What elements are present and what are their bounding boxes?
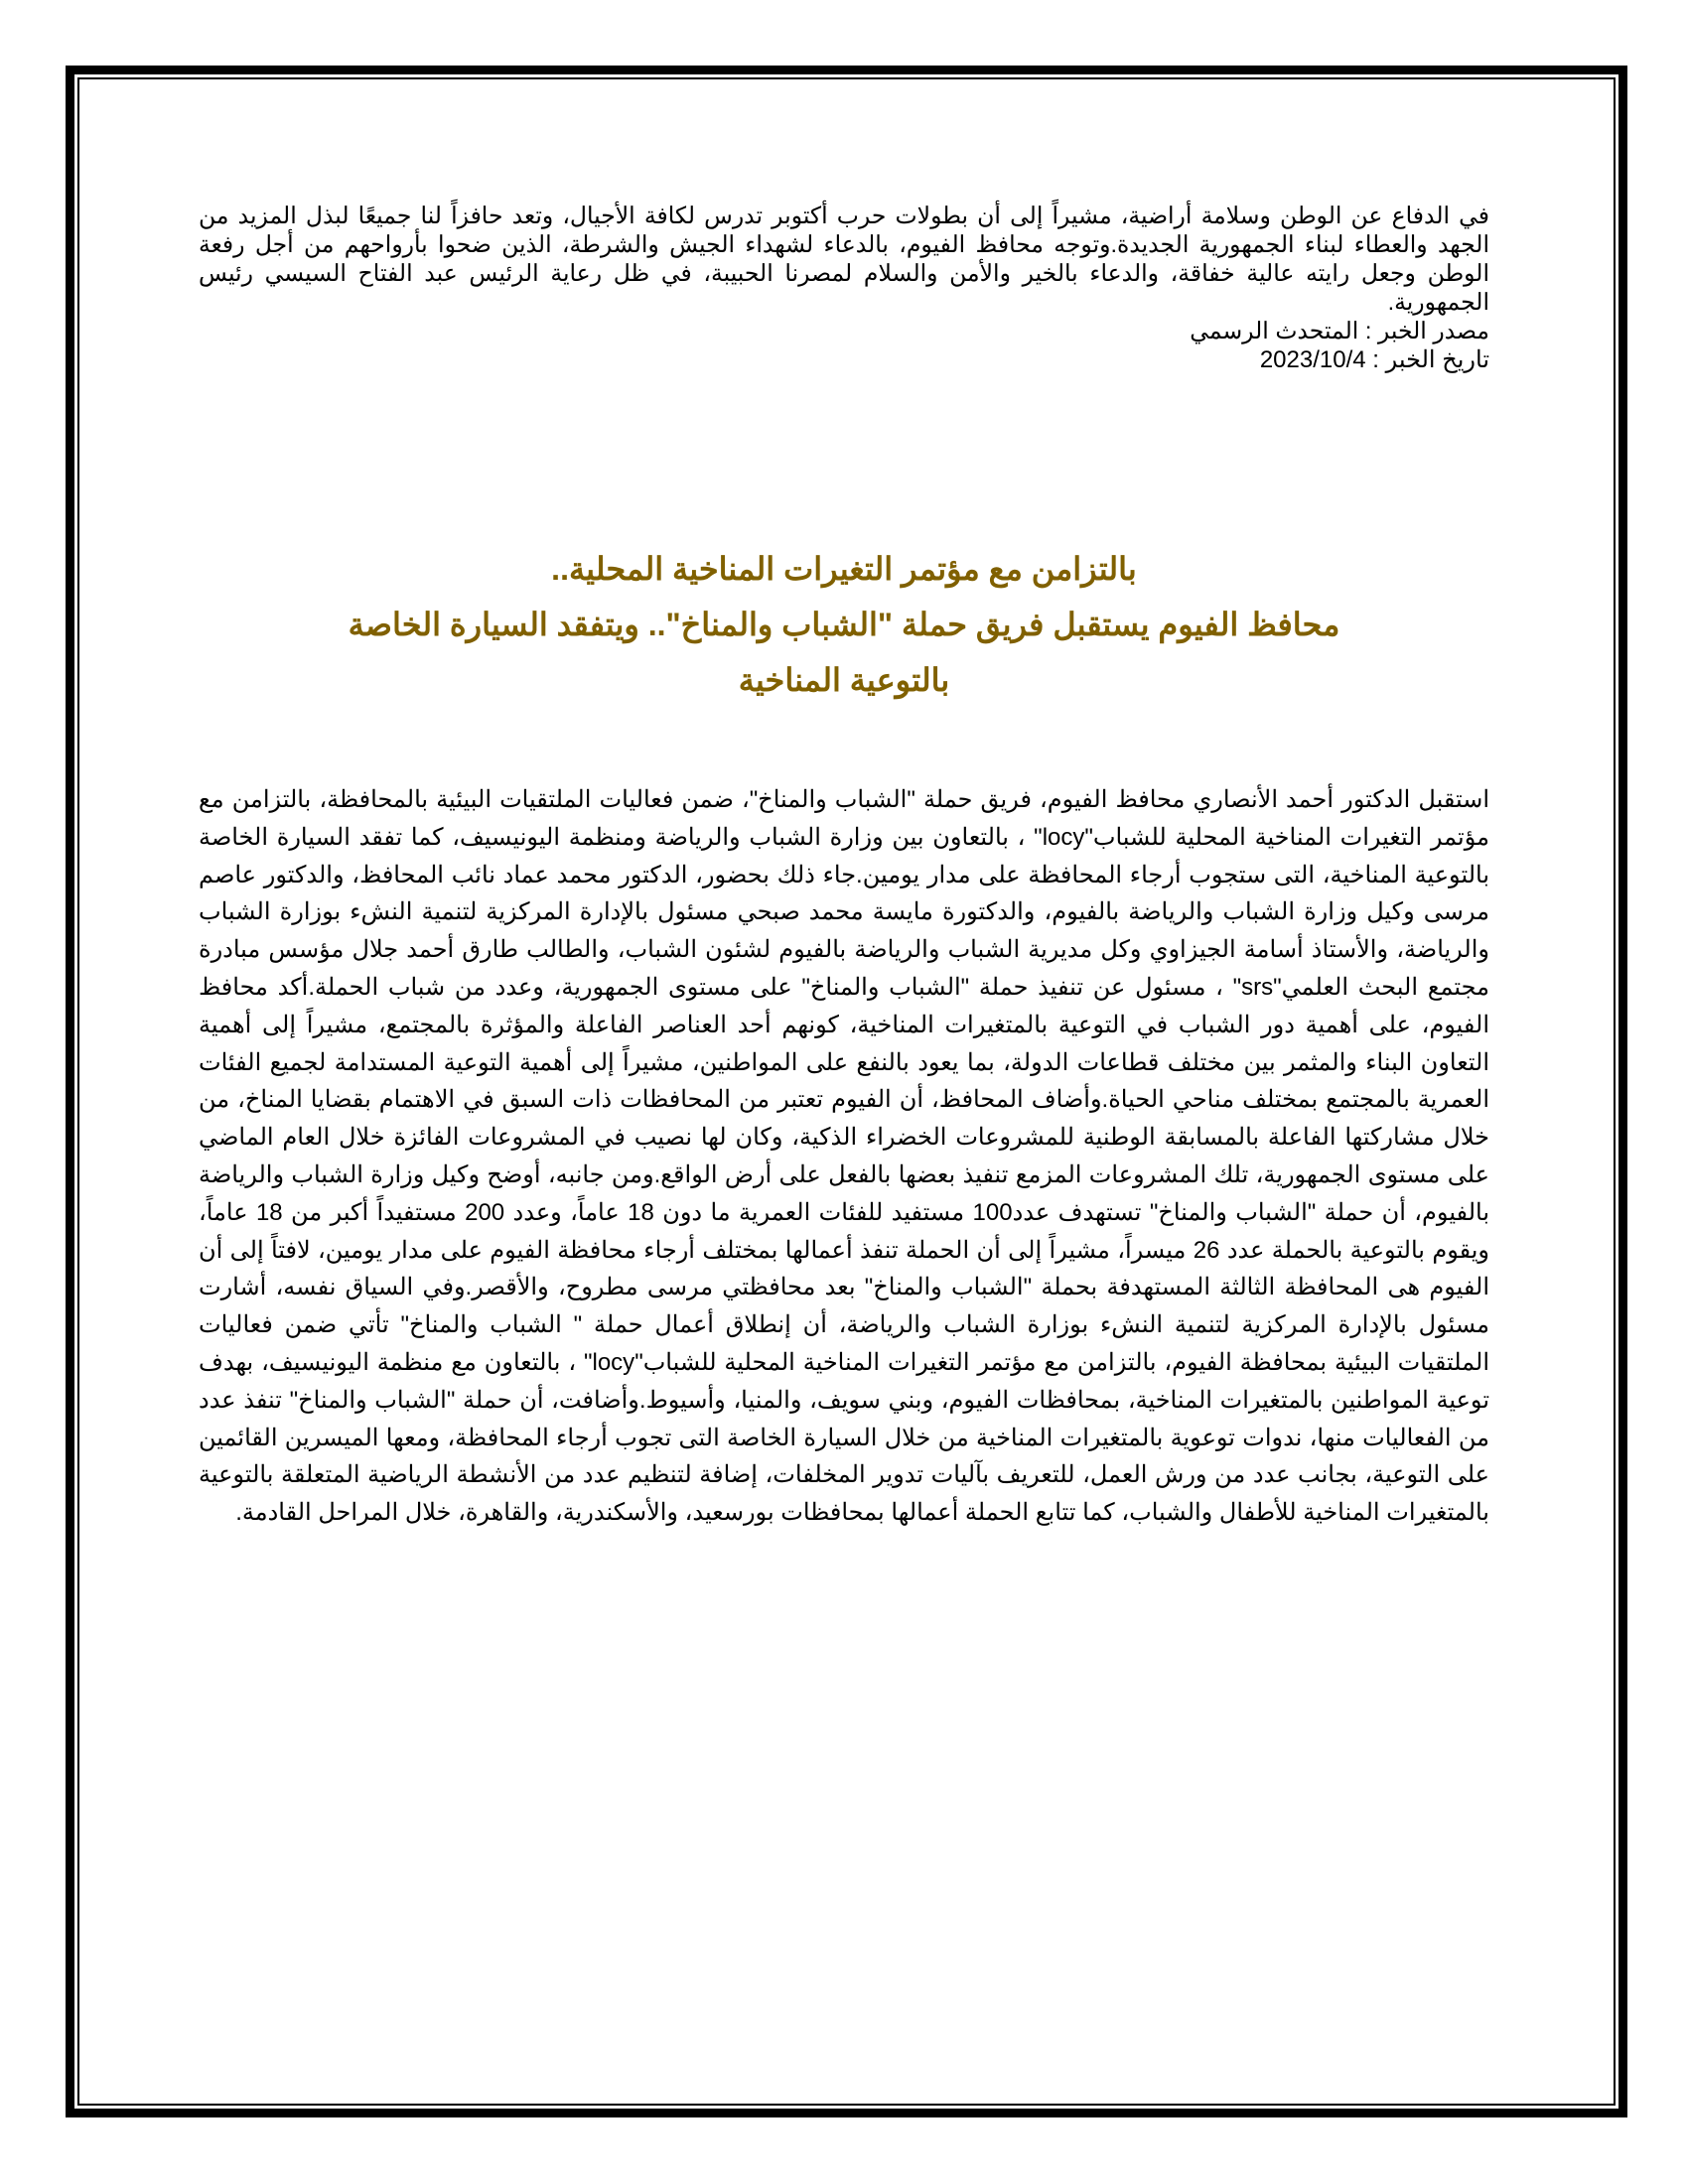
article-body: استقبل الدكتور أحمد الأنصاري محافظ الفيوم، فريق حملة "الشباب والمناخ"، ضمن فعاليات الملتقيات البيئية بالمحافظة، بالتزامن مع مؤتمر التغيرات المناخية المحلية للشباب"locy" ، بالتعاون بين وزارة الشباب والرياضة ومنظمة اليونيسيف، كما تفقد السيارة الخاصة بالتوعية المناخية، التى ستجوب أرجاء المحافظة على مدار يومين.جاء ذلك بحضور، الدكتور محمد عماد نائب المحافظ، والدكتور عاصم مرسى وكيل وزارة الشباب والرياضة بالفيوم، والدكتورة مايسة محمد صبحي مسئول بالإدارة المركزية لتنمية النشء بوزارة الشباب والرياضة، والأستاذ أسامة الجيزاوي وكل مديرية الشباب والرياضة بالفيوم لشئون الشباب، والطالب طارق أحمد جلال مؤسس مبادرة مجتمع البحث العلمي"srs" ، مسئول عن تنفيذ حملة "الشباب والمناخ" على مستوى الجمهورية، وعدد من شباب الحملة.أكد محافظ الفيوم، على أهمية دور الشباب في التوعية بالمتغيرات المناخية، كونهم أحد العناصر الفاعلة والمؤثرة بالمجتمع، مشيراً إلى أهمية التعاون البناء والمثمر بين مختلف قطاعات الدولة، بما يعود بالنفع على المواطنين، مشيراً إلى أهمية التوعية المستدامة لجميع الفئات العمرية بالمجتمع بمختلف مناحي الحياة.وأضاف المحافظ، أن الفيوم تعتبر من المحافظات ذات السبق في الاهتمام بقضايا المناخ، من خلال مشاركتها الفاعلة بالمسابقة الوطنية للمشروعات الخضراء الذكية، وكان لها نصيب في المشروعات الفائزة خلال العام الماضي على مستوى الجمهورية، تلك المشروعات المزمع تنفيذ بعضها بالفعل على أرض الواقع.ومن جانبه، أوضح وكيل وزارة الشباب والرياضة بالفيوم، أن حملة "الشباب والمناخ" تستهدف عدد100 مستفيد للفئات العمرية ما دون 18 عاماً، وعدد 200 مستفيداً أكبر من 18 عاماً، ويقوم بالتوعية بالحملة عدد 26 ميسراً، مشيراً إلى أن الحملة تنفذ أعمالها بمختلف أرجاء محافظة الفيوم على مدار يومين، لافتاً إلى أن الفيوم هى المحافظة الثالثة المستهدفة بحملة "الشباب والمناخ" بعد محافظتي مرسى مطروح، والأقصر.وفي السياق نفسه، أشارت مسئول بالإدارة المركزية لتنمية النشء بوزارة الشباب والرياضة، أن إنطلاق أعمال حملة " الشباب والمناخ" تأتي ضمن فعاليات الملتقيات البيئية بمحافظة الفيوم، بالتزامن مع مؤتمر التغيرات المناخية المحلية للشباب"locy" ، بالتعاون مع منظمة اليونيسيف، بهدف توعية المواطنين بالمتغيرات المناخية، بمحافظات الفيوم، وبني سويف، والمنيا، وأسيوط.وأضافت، أن حملة "الشباب والمناخ" تنفذ عدد من الفعاليات منها، ندوات توعوية بالمتغيرات المناخية من خلال السيارة الخاصة التى تجوب أرجاء المحافظة، ومعها الميسرين القائمين على التوعية، بجانب عدد من ورش العمل، للتعريف بآليات تدوير المخلفات، إضافة لتنظيم عدد من الأنشطة الرياضية المتعلقة بالتوعية بالمتغيرات المناخية للأطفال والشباب، كما تتابع الحملة أعمالها بمحافظات بورسعيد، والأسكندرية، والقاهرة، خلال المراحل القادمة. <box>199 786 1490 1527</box>
headline-line-3: بالتوعية المناخية <box>738 662 950 698</box>
headline-line-1: بالتزامن مع مؤتمر التغيرات المناخية المحلية.. <box>551 551 1137 587</box>
previous-article-ending <box>199 202 1489 374</box>
news-source: مصدر الخبر : المتحدث الرسمي <box>1190 318 1489 343</box>
article-headline <box>199 541 1489 708</box>
intro-paragraph: في الدفاع عن الوطن وسلامة أراضية، مشيراً إلى أن بطولات حرب أكتوبر تدرس لكافة الأجيال، وتعد حافزاً لنا جميعًا لبذل المزيد من الجهد والعطاء لبناء الجمهورية الجديدة.وتوجه محافظ الفيوم، بالدعاء لشهداء الجيش والشرطة، الذين ضحوا بأرواحهم من أجل رفعة الوطن وجعل رايته عالية خفاقة، والدعاء بالخير والأمن والسلام لمصرنا الحبيبة، في ظل رعاية الرئيس عبد الفتاح السيسي رئيس الجمهورية. <box>199 203 1489 315</box>
news-date: تاريخ الخبر : 2023/10/4 <box>1259 346 1489 373</box>
headline-line-2: محافظ الفيوم يستقبل فريق حملة "الشباب والمناخ".. ويتفقد السيارة الخاصة <box>348 607 1340 642</box>
